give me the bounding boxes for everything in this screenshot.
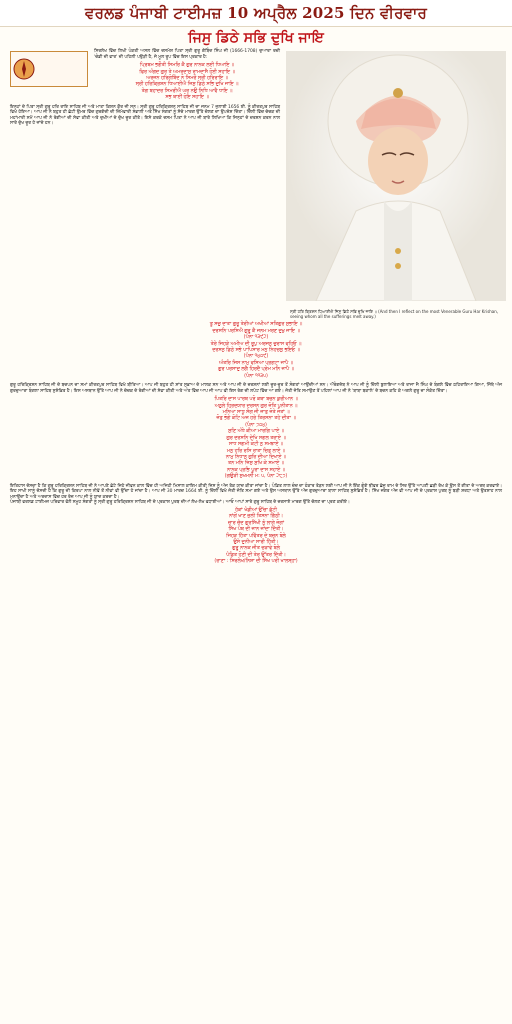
verse-line: (ਪੰਨਾ ੧੪੦੯) xyxy=(243,354,269,360)
verse-line: ਅੰਤਰਿ ਜਿਸ ਨਾਮੁ ਵਸਿਆ ਪ੍ਰਗਟਾ ਜਾਪੈ ॥ xyxy=(219,360,293,366)
verse-line: ਪ੍ਰਿਥਮ ਭਗੌਤੀ ਸਿਮਰਿ ਕੈ ਗੁਰ ਨਾਨਕ ਲਈ ਧਿਆਇ ॥ xyxy=(139,63,235,69)
verse-line: (ਗਉੜੀ ਸੁਖਮਨੀ ਮ: ੫, ਪੰਨਾ ੨੮੭) xyxy=(224,474,288,480)
poem-line: ਗੁਰੂ ਨਾਨਕ ਜੀਤ ਚੜਾਵੇ ਬੋਲੇ xyxy=(232,546,280,552)
verse-line: ਤਨ ਮਨਿ ਜਿਸੁ ਸੁਖਿ ਕੇ ਸਮਾਏ ॥ xyxy=(228,461,284,467)
verse-line: ਨਾਮੁ ਨਿਧਾਨੁ ਗੁਰਿ ਦੀਆ ਦਿਖਾਏ ॥ xyxy=(225,454,287,460)
poem-line: ਪੰਡਿਤ ਹੋਣੀ ਦੀ ਤੇਰ ਉੱਤਰ ਦਿੱਤੀ। xyxy=(226,552,286,558)
article-top-section xyxy=(0,49,512,319)
verse-line: ਸਭ ਥਾਈਂ ਹੋਇ ਸਹਾਇ ॥ xyxy=(165,95,209,101)
verse-line: ਸ੍ਰੀ ਹਰਿਕ੍ਰਿਸ਼ਨ ਧਿਆਈਐ ਜਿਸੁ ਡਿਠੇ ਸਭਿ ਦੁਖਿ ਜਾਇ ॥ xyxy=(135,82,239,88)
verse-line: ਅਠੁਲੇ ਹ੍ਰਿਦਯਾਰ ਦਰਸਨ ਗੁਰ ਜੋਤਿ ਪੁਨੀਤਾਨ ॥ xyxy=(214,403,298,409)
verse-line: ਤੂ ਸਚੁ ਦਾਤਾ ਗੁਰੂ ਤੇਰੀਆਂ ਅਖੀਆਂ ਸਤਿਗੁਰ ਸੁਭਾਇ ॥ xyxy=(209,322,303,328)
intro-block xyxy=(94,49,280,105)
poem-line: ਜਿਹੜ ਹਿੱਤਾ ਪਵਿੱਤਰ ਦੇ ਬਚਨ ਬੋਲੇ xyxy=(226,533,286,539)
verse-line: ਦਰਸਨਿ ਪਰਸਿਐ ਗੁਰੂ ਕੈ ਜਨਮ ਮਰਣ ਦੁਖੁ ਜਾਇ ॥ xyxy=(212,328,300,334)
verse-line: ਅਰਜਨ ਹਰਿਗੋਬਿੰਦ ਨੋ ਸਿਮਰੌ ਸ੍ਰੀ ਹਰਿਰਾਇ ॥ xyxy=(146,76,228,81)
verse-line: ਗੁਰ ਪਰਸਾਦੁ ਲਗੈ ਹਿਰਦੈ ਪ੍ਰੇਮ ਮਨਿ ਜਾਪੈ ॥ xyxy=(218,367,294,373)
poem-line: ਹੱਕਾਂ ਖੰਡੀਆਂ ਉੱਚਾ ਛੱਟੀ xyxy=(235,507,277,513)
intro-paragraph: ਸਿਰਲੇਖ ਵਿੱਚ ਲਿਖੀ ਪੰਕਤੀ ਅਸਲ ਵਿੱਚ ਦਸਮੇਸ਼ ਪਿਤਾ ਸ੍ਰੀ ਗੁਰੂ ਗੋਬਿੰਦ ਸਿੰਘ ਜੀ (1666-1708) ਦੁਆਰਾ ਰਚੀ 'ਚੰਡੀ ਦੀ ਵਾਰ' ਦੀ ਪਹਿਲੀ ਪਉੜੀ ਹੈ, ਜੋ ਮੂਲ ਰੂਪ ਵਿੱਚ ਇਸ ਪ੍ਰਕਾਰ ਹੈ: xyxy=(94,49,280,60)
newspaper-logo xyxy=(10,51,88,87)
guru-har-krishan-portrait xyxy=(286,51,506,301)
article-title-bar xyxy=(0,27,512,49)
body-paragraph-3: ਇਤਿਹਾਸ ਦੱਸਦਾ ਹੈ ਕਿ ਗੁਰੂ ਹਰਿਕ੍ਰਿਸ਼ਨ ਸਾਹਿਬ ਜੀ ਨੇ ਆਪਣੇ ਛੋਟੇ ਜਿਹੇ ਜੀਵਨ ਕਾਲ ਵਿੱਚ ਹੀ ਅਜਿਹੀ ਮਿਸਾਲ ਕਾਇਮ ਕੀਤੀ ਜਿਸ ਨੂੰ ਅੱਜ ਤੱਕ ਯਾਦ ਕੀਤਾ ਜਾਂਦਾ ਹੈ। ਪੰਡਿਤ ਲਾਲ ਚੰਦ ਦਾ ਹੰਕਾਰ ਤੋੜਨ ਲਈ ਆਪ ਜੀ ਨੇ ਇੱਕ ਗੂੰਗੇ ਝੀਵਰ ਛੱਜੂ ਰਾਮ ਦੇ ਸਿਰ ਉੱਤੇ ਆਪਣੀ ਛੜੀ ਰੱਖ ਕੇ ਉਸ ਤੋਂ ਗੀਤਾ ਦੇ ਅਰਥ ਕਰਵਾਏ। ਇਹ ਸਾਖੀ ਸਾਨੂੰ ਦੱਸਦੀ ਹੈ ਕਿ ਗੁਰੂ ਦੀ ਕਿਰਪਾ ਨਾਲ ਨੀਵੇਂ ਤੋਂ ਨੀਵਾਂ ਵੀ ਉੱਚਾ ਹੋ ਜਾਂਦਾ ਹੈ। ਆਪ ਜੀ 30 ਮਾਰਚ 1664 ਈ. ਨੂੰ ਦਿੱਲੀ ਵਿਖੇ ਜੋਤੀ ਜੋਤਿ ਸਮਾ ਗਏ ਅਤੇ ਉਸ ਅਸਥਾਨ ਉੱਤੇ ਅੱਜ ਗੁਰਦੁਆਰਾ ਬਾਲਾ ਸਾਹਿਬ ਸੁਸ਼ੋਭਿਤ ਹੈ। ਸਿੱਖ ਜਗਤ ਅੱਜ ਵੀ ਆਪ ਜੀ ਦੇ ਪ੍ਰਕਾਸ਼ ਪੁਰਬ ਨੂੰ ਬੜੀ ਸ਼ਰਧਾ ਅਤੇ ਉਤਸ਼ਾਹ ਨਾਲ ਮਨਾਉਂਦਾ ਹੈ ਅਤੇ ਅਰਦਾਸ ਵਿੱਚ ਹਰ ਰੋਜ਼ ਆਪ ਜੀ ਨੂੰ ਯਾਦ ਕਰਦਾ ਹੈ। xyxy=(10,483,502,500)
body-paragraph-4: ਪੰਜਾਬੀ ਵਰਲਡ ਟਾਈਮਜ਼ ਪਰਿਵਾਰ ਵੱਲੋਂ ਸਮੂਹ ਸੰਗਤਾਂ ਨੂੰ ਸ੍ਰੀ ਗੁਰੂ ਹਰਿਕ੍ਰਿਸ਼ਨ ਸਾਹਿਬ ਜੀ ਦੇ ਪ੍ਰਕਾਸ਼ ਪੁਰਬ ਦੀਆਂ ਲੱਖ-ਲੱਖ ਵਧਾਈਆਂ। ਆਓ ਆਪਾਂ ਸਾਰੇ ਗੁਰੂ ਸਾਹਿਬ ਦੇ ਦਰਸਾਏ ਮਾਰਗ ਉੱਤੇ ਚੱਲਣ ਦਾ ਪ੍ਰਣ ਕਰੀਏ। xyxy=(10,500,350,506)
poem-line: ਚਾਰ ਚੰਦ ਗੁਰਸਿੱਖੀ ਨੂੰ ਲਾਗੇ ਜੋਗਾਂ xyxy=(227,520,285,526)
verse-line: ਮਨੁ ਹਰਿ ਰਸਿ ਰਾਤਾ ਚਿਤੁ ਲਾਏ ॥ xyxy=(226,448,286,454)
verse-line: ਤੇਰੇ ਜਿਹੜੇ ਅਮੀਅ ਦੀ ਰੂਪੁ ਅਰਜਨੁ ਚੁਰਾਸ ਵਹਿਓ ॥ xyxy=(210,341,302,347)
poem-author: (ਰਾਣਾ : ਸਿਰਲੇਖ/ਨਿਸ਼ਾ ਦੀ ਸਿੱਖ ਪਰੀ ਖਾਲਸ੍ਹਾ) xyxy=(214,559,298,565)
verse-line: ਤੇਗ ਬਹਾਦਰ ਸਿਮਰੀਐ ਘਰ ਨਉ ਨਿਧਿ ਆਵੈ ਧਾਇ ॥ xyxy=(141,88,233,94)
verse-line: ਦਰਸਨੁ ਡਿਠੇ ਸਭੇ ਪਾਪਿਸਾਰ ਮਨੁ ਨਿਹਚਲੁ ਭਇਓ ॥ xyxy=(212,348,300,354)
verse-line: ਮਨਿਆ ਸਾਧੂ ਸੰਗ ਜੀ ਜਾਤੁ ਜੋਤੇ ਜੋਤਾਂ ॥ xyxy=(222,410,290,416)
masthead xyxy=(0,0,512,27)
closing-poem xyxy=(10,508,502,566)
verse-line: ਪਿਤਰਿ ਦਾਸ ਪਾਰਥ ਪਰੋ ਕਥਾ ਬਚਨ ਕੁਰੀਆਨ ॥ xyxy=(214,397,298,403)
verse-line: ਗੁਰ ਦਰਸਨਿ ਦੇਖਿ ਸਗਲ ਤਰਾਏ ॥ xyxy=(226,435,286,441)
verse-block-2 xyxy=(10,322,502,380)
body-paragraph-2: ਗੁਰੂ ਹਰਿਕ੍ਰਿਸ਼ਨ ਸਾਹਿਬ ਜੀ ਦੇ ਬਚਪਨ ਦਾ ਸਮਾਂ ਕੀਰਤਪੁਰ ਸਾਹਿਬ ਵਿਖੇ ਬੀਤਿਆ। ਆਪ ਜੀ ਬਹੁਤ ਹੀ ਸ਼ਾਂਤ ਸੁਭਾਅ ਦੇ ਮਾਲਕ ਸਨ ਅਤੇ ਆਪ ਜੀ ਦੇ ਦਰਸ਼ਨਾਂ ਲਈ ਦੂਰ-ਦੂਰ ਤੋਂ ਸੰਗਤਾਂ ਆਉਂਦੀਆਂ ਸਨ। ਔਰੰਗਜ਼ੇਬ ਨੇ ਆਪ ਜੀ ਨੂੰ ਦਿੱਲੀ ਬੁਲਾਇਆ ਅਤੇ ਰਾਜਾ ਜੈ ਸਿੰਘ ਦੇ ਬੰਗਲੇ ਵਿੱਚ ਠਹਿਰਾਇਆ ਗਿਆ, ਜਿੱਥੇ ਅੱਜ ਗੁਰਦੁਆਰਾ ਬੰਗਲਾ ਸਾਹਿਬ ਸੁਸ਼ੋਭਿਤ ਹੈ। ਇਸ ਅਸਥਾਨ ਉੱਤੇ ਆਪ ਜੀ ਨੇ ਚੇਚਕ ਦੇ ਰੋਗੀਆਂ ਦੀ ਸੇਵਾ ਕੀਤੀ ਅਤੇ ਅੰਤ ਵਿੱਚ ਆਪ ਜੀ ਆਪ ਵੀ ਇਸ ਰੋਗ ਦੀ ਲਪੇਟ ਵਿੱਚ ਆ ਗਏ। ਜੋਤੀ ਜੋਤਿ ਸਮਾਉਣ ਤੋਂ ਪਹਿਲਾਂ ਆਪ ਜੀ ਨੇ 'ਬਾਬਾ ਬਕਾਲੇ' ਦੇ ਬਚਨ ਕਹਿ ਕੇ ਅਗਲੇ ਗੁਰੂ ਦਾ ਸੰਕੇਤ ਦਿੱਤਾ। xyxy=(10,383,502,394)
logo-intro-row xyxy=(10,49,280,105)
logo-emblem-icon xyxy=(10,51,88,87)
verse-line: ਸਾਧ ਸਗਮੀ ਕੋਟੀ ਨੁ ਸਮਝਾਏ ॥ xyxy=(228,442,284,448)
poem-line: ਨਾਂਗੋਂ ਖਾਣ ਜੁਲੀ ਤਿਸਨਾ ਗਿੱਠੀ। xyxy=(228,514,284,520)
article-left-column xyxy=(0,49,286,319)
article-body xyxy=(0,322,512,565)
verse-line: ਨਾਨਕ ਪ੍ਰਭਿ ਪੂਰਾ ਦਾਸ ਸਹਾਏ ॥ xyxy=(227,467,285,473)
poem-line: ਸਿੱਖ ਪੰਥ ਦੀ ਜਾਨ ਜਾਂਦਾ ਦਿੱਤੀ। xyxy=(228,527,284,533)
article-title: ਜਿਸੁ ਡਿਠੇ ਸਭਿ ਦੁਖਿ ਜਾਇ xyxy=(188,30,324,46)
verse-line: ਸੁਣਿ ਅੰਧੇ ਕੀਆ ਮਾਰਗਿ ਪਾਏ ॥ xyxy=(228,429,284,435)
article-right-column xyxy=(286,49,512,319)
masthead-title: ਵਰਲਡ ਪੰਜਾਬੀ ਟਾਈਮਜ਼ 10 ਅਪ੍ਰੈਲ 2025 ਦਿਨ ਵੀਰਵਾਰ xyxy=(84,4,427,22)
verse-line: ਜੋਤੁ ਭੋਗੇ ਕੋਟਿ ਅਜ ਹਰੇ ਤਿਰਸਨਾ ਤਹੇ ਦੀਤਾ ॥ xyxy=(216,416,296,422)
portrait-caption: ਸ੍ਰੀ ਹਰਿ ਕ੍ਰਿਸ਼ਨ ਧਿਆਈਐ ਜਿਸੁ ਡਿਠੇ ਸਭਿ ਦੁਖਿ ਜਾਇ ॥ (And then I reflect on the most Venerable Guru Har Krishan, seeing whom all the sufferings melt away.) xyxy=(290,309,499,320)
poem-line: ਉਸੇ ਦੁਨੀਆ ਸਾਰੀ ਹਿੱਤੀ। xyxy=(233,539,279,545)
verse-line: (ਪੰਨਾ ੧੩੯੨) xyxy=(243,335,269,341)
verse-block-3 xyxy=(10,397,502,480)
verse-line: (ਪੰਨਾ ੧੧੩੫) xyxy=(244,373,268,379)
body-paragraph-1: ਇਨ੍ਹਾਂ ਦੇ ਪਿਤਾ ਸ੍ਰੀ ਗੁਰੂ ਹਰਿ ਰਾਇ ਸਾਹਿਬ ਜੀ ਅਤੇ ਮਾਤਾ ਕਿਸ਼ਨ ਕੌਰ ਜੀ ਸਨ। ਸ੍ਰੀ ਗੁਰੂ ਹਰਿਕ੍ਰਿਸ਼ਨ ਸਾਹਿਬ ਜੀ ਦਾ ਜਨਮ 7 ਜੁਲਾਈ 1656 ਈ. ਨੂੰ ਕੀਰਤਪੁਰ ਸਾਹਿਬ ਵਿਖੇ ਹੋਇਆ। ਆਪ ਜੀ ਨੇ ਬਹੁਤ ਹੀ ਛੋਟੀ ਉਮਰ ਵਿੱਚ ਗੁਰਗੱਦੀ ਦੀ ਜ਼ਿੰਮੇਵਾਰੀ ਸੰਭਾਲੀ ਅਤੇ ਸਿੱਖ ਸੰਗਤਾਂ ਨੂੰ ਸੱਚੇ ਮਾਰਗ ਉੱਤੇ ਚੱਲਣ ਦਾ ਉਪਦੇਸ਼ ਦਿੱਤਾ। ਦਿੱਲੀ ਵਿੱਚ ਚੇਚਕ ਦੀ ਮਹਾਂਮਾਰੀ ਸਮੇਂ ਆਪ ਜੀ ਨੇ ਰੋਗੀਆਂ ਦੀ ਸੇਵਾ ਕੀਤੀ ਅਤੇ ਦੁਖੀਆਂ ਦੇ ਦੁੱਖ ਦੂਰ ਕੀਤੇ। ਇਸੇ ਕਰਕੇ ਦਸਮ ਪਿਤਾ ਨੇ ਆਪ ਜੀ ਬਾਰੇ ਲਿਖਿਆ ਕਿ ਜਿਨ੍ਹਾਂ ਦੇ ਦਰਸ਼ਨ ਕਰਨ ਨਾਲ ਸਾਰੇ ਦੁੱਖ ਦੂਰ ਹੋ ਜਾਂਦੇ ਹਨ। xyxy=(10,104,280,127)
verse-line: ਫਿਰ ਅੰਗਦ ਗੁਰ ਤੇ ਅਮਰਦਾਸੁ ਰਾਮਦਾਸੈ ਹੋਈ ਸਹਾਇ ॥ xyxy=(139,69,235,75)
verse-line: (ਪੰਨਾ ੭੦੪) xyxy=(245,422,267,428)
verse-chandi-di-vaar xyxy=(94,63,280,101)
